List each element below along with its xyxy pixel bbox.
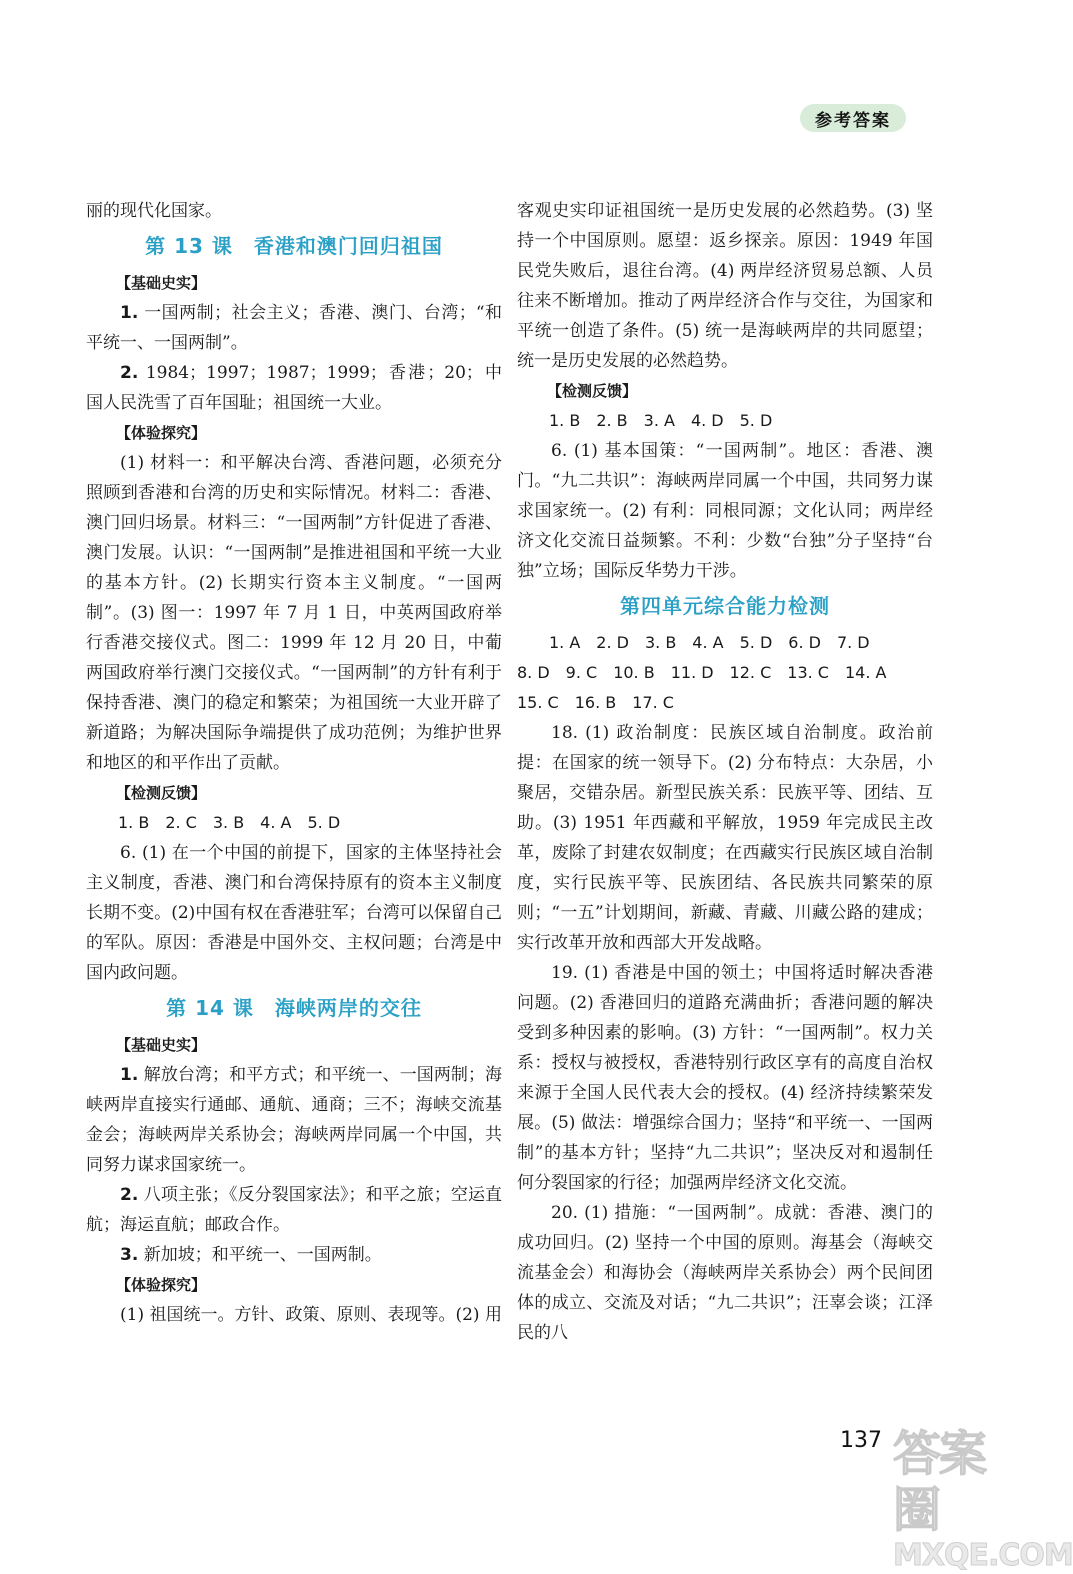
explore-answer: (1) 材料一：和平解决台湾、香港问题，必须充分照顾到香港和台湾的历史和实际情况。材料二：香港、澳门回归场景。材料三：“一国两制”方针促进了香港、澳门发展。认识：“一国两制”是推进祖国和平统一大业的基本方针。(2) 长期实行资本主义制度。“一国两制”。(3) 图一：1997 年 7 月 1 日，中英两国政府举行香港交接仪式。图二：1999 年 12 月 20 日，中葡两国政府举行澳门交接仪式。“一国两制”的方针有利于保持香港、澳门的稳定和繁荣；为祖国统一大业开辟了新道路；为解决国际争端提供了成功范例；为维护世界和地区的和平作出了贡献。 (86, 453, 502, 773)
multiple-choice-row: 1. A 2. D 3. B 4. A 5. D 6. D 7. D (549, 633, 870, 652)
intro-text: 丽的现代化国家。 (86, 201, 222, 221)
lesson-13-title: 第 13 课 香港和澳门回归祖国 (145, 234, 443, 258)
tag-basic-facts: 【基础史实】 (116, 274, 207, 292)
tag-feedback: 【检测反馈】 (116, 784, 207, 802)
tag-explore: 【体验探究】 (116, 1276, 207, 1294)
multiple-choice-answers: 1. B 2. B 3. A 4. D 5. D (549, 411, 773, 430)
left-column (86, 196, 502, 1330)
right-column (517, 196, 933, 1348)
tag-basic-facts: 【基础史实】 (116, 1036, 207, 1054)
answer-item: 6. (1) 基本国策：“一国两制”。地区：香港、澳门。“九二共识”：海峡两岸同属一个中国，共同努力谋求国家统一。(2) 有利：同根同源；文化认同；两岸经济文化交流日益频繁。不利：少数“台独”分子坚持“台独”立场；国际反华势力干涉。 (517, 441, 933, 581)
tag-feedback: 【检测反馈】 (547, 382, 638, 400)
answer-item: 1. 一国两制；社会主义；香港、澳门、台湾；“和平统一、一国两制”。 (86, 303, 502, 353)
multiple-choice-answers: 1. B 2. C 3. B 4. A 5. D (118, 813, 341, 832)
answer-item: 2. 八项主张；《反分裂国家法》；和平之旅；空运直航；海运直航；邮政合作。 (86, 1185, 503, 1235)
answer-item: 20. (1) 措施：“一国两制”。成就：香港、澳门的成功回归。(2) 坚持一个中国的原则。海基会（海峡交流基金会）和海协会（海峡两岸关系协会）两个民间团体的成立、交流及对话；“九二共识”；汪辜会谈；江泽民的八 (517, 1203, 933, 1343)
explore-answer: (1) 祖国统一。方针、政策、原则、表现等。(2) 用 (120, 1305, 502, 1325)
answer-item: 18. (1) 政治制度：民族区域自治制度。政治前提：在国家的统一领导下。(2) 分布特点：大杂居，小聚居，交错杂居。新型民族关系：民族平等、团结、互助。(3) 1951 年西藏和平解放，1959 年完成民主改革，废除了封建农奴制度；在西藏实行民族区域自治制度，实行民族平等、民族团结、各民族共同繁荣的原则；“一五”计划期间，新藏、青藏、川藏公路的建成；实行改革开放和西部大开发战略。 (517, 723, 933, 953)
answer-item: 6. (1) 在一个中国的前提下，国家的主体坚持社会主义制度，香港、澳门和台湾保持原有的资本主义制度长期不变。(2)中国有权在香港驻军；台湾可以保留自己的军队。原因：香港是中国外交、主权问题；台湾是中国内政问题。 (86, 843, 502, 983)
unit-test-title: 第四单元综合能力检测 (620, 594, 830, 618)
multiple-choice-row: 8. D 9. C 10. B 11. D 12. C 13. C 14. A (517, 663, 887, 682)
section-badge: 参考答案 (800, 104, 906, 132)
answer-item: 1. 解放台湾；和平方式；和平统一、一国两制；海峡两岸直接实行通邮、通航、通商；三不；海峡交流基金会；海峡两岸关系协会；海峡两岸同属一个中国，共同努力谋求国家统一。 (86, 1065, 502, 1175)
lesson-14-title: 第 14 课 海峡两岸的交往 (166, 996, 422, 1020)
answer-item: 19. (1) 香港是中国的领土；中国将适时解决香港问题。(2) 香港回归的道路充满曲折；香港问题的解决受到多种因素的影响。(3) 方针：“一国两制”。权力关系：授权与被授权，香港特别行政区享有的高度自治权来源于全国人民代表大会的授权。(4) 经济持续繁荣发展。(5) 做法：增强综合国力；坚持“和平统一、一国两制”的基本方针；坚持“九二共识”；坚决反对和遏制任何分裂国家的行径；加强两岸经济文化交流。 (517, 963, 933, 1193)
page-number: 137 (840, 1428, 882, 1453)
watermark-logo (893, 1426, 1073, 1573)
continued-text: 客观史实印证祖国统一是历史发展的必然趋势。(3) 坚持一个中国原则。愿望：返乡探亲。原因：1949 年国民党失败后，退往台湾。(4) 两岸经济贸易总额、人员往来不断增加。推动了两岸经济合作与交往，为国家和平统一创造了条件。(5) 统一是海峡两岸的共同愿望；统一是历史发展的必然趋势。 (517, 201, 933, 371)
watermark-logo-text: 答案圈 (893, 1426, 986, 1538)
tag-explore: 【体验探究】 (116, 424, 207, 442)
answer-item: 2. 1984；1997；1987；1999；香港；20；中国人民洗雪了百年国耻；祖国统一大业。 (86, 363, 503, 413)
multiple-choice-row: 15. C 16. B 17. C (517, 693, 674, 712)
answer-item: 3. 新加坡；和平统一、一国两制。 (120, 1245, 382, 1265)
watermark-url: MXQE.COM (893, 1538, 1073, 1573)
